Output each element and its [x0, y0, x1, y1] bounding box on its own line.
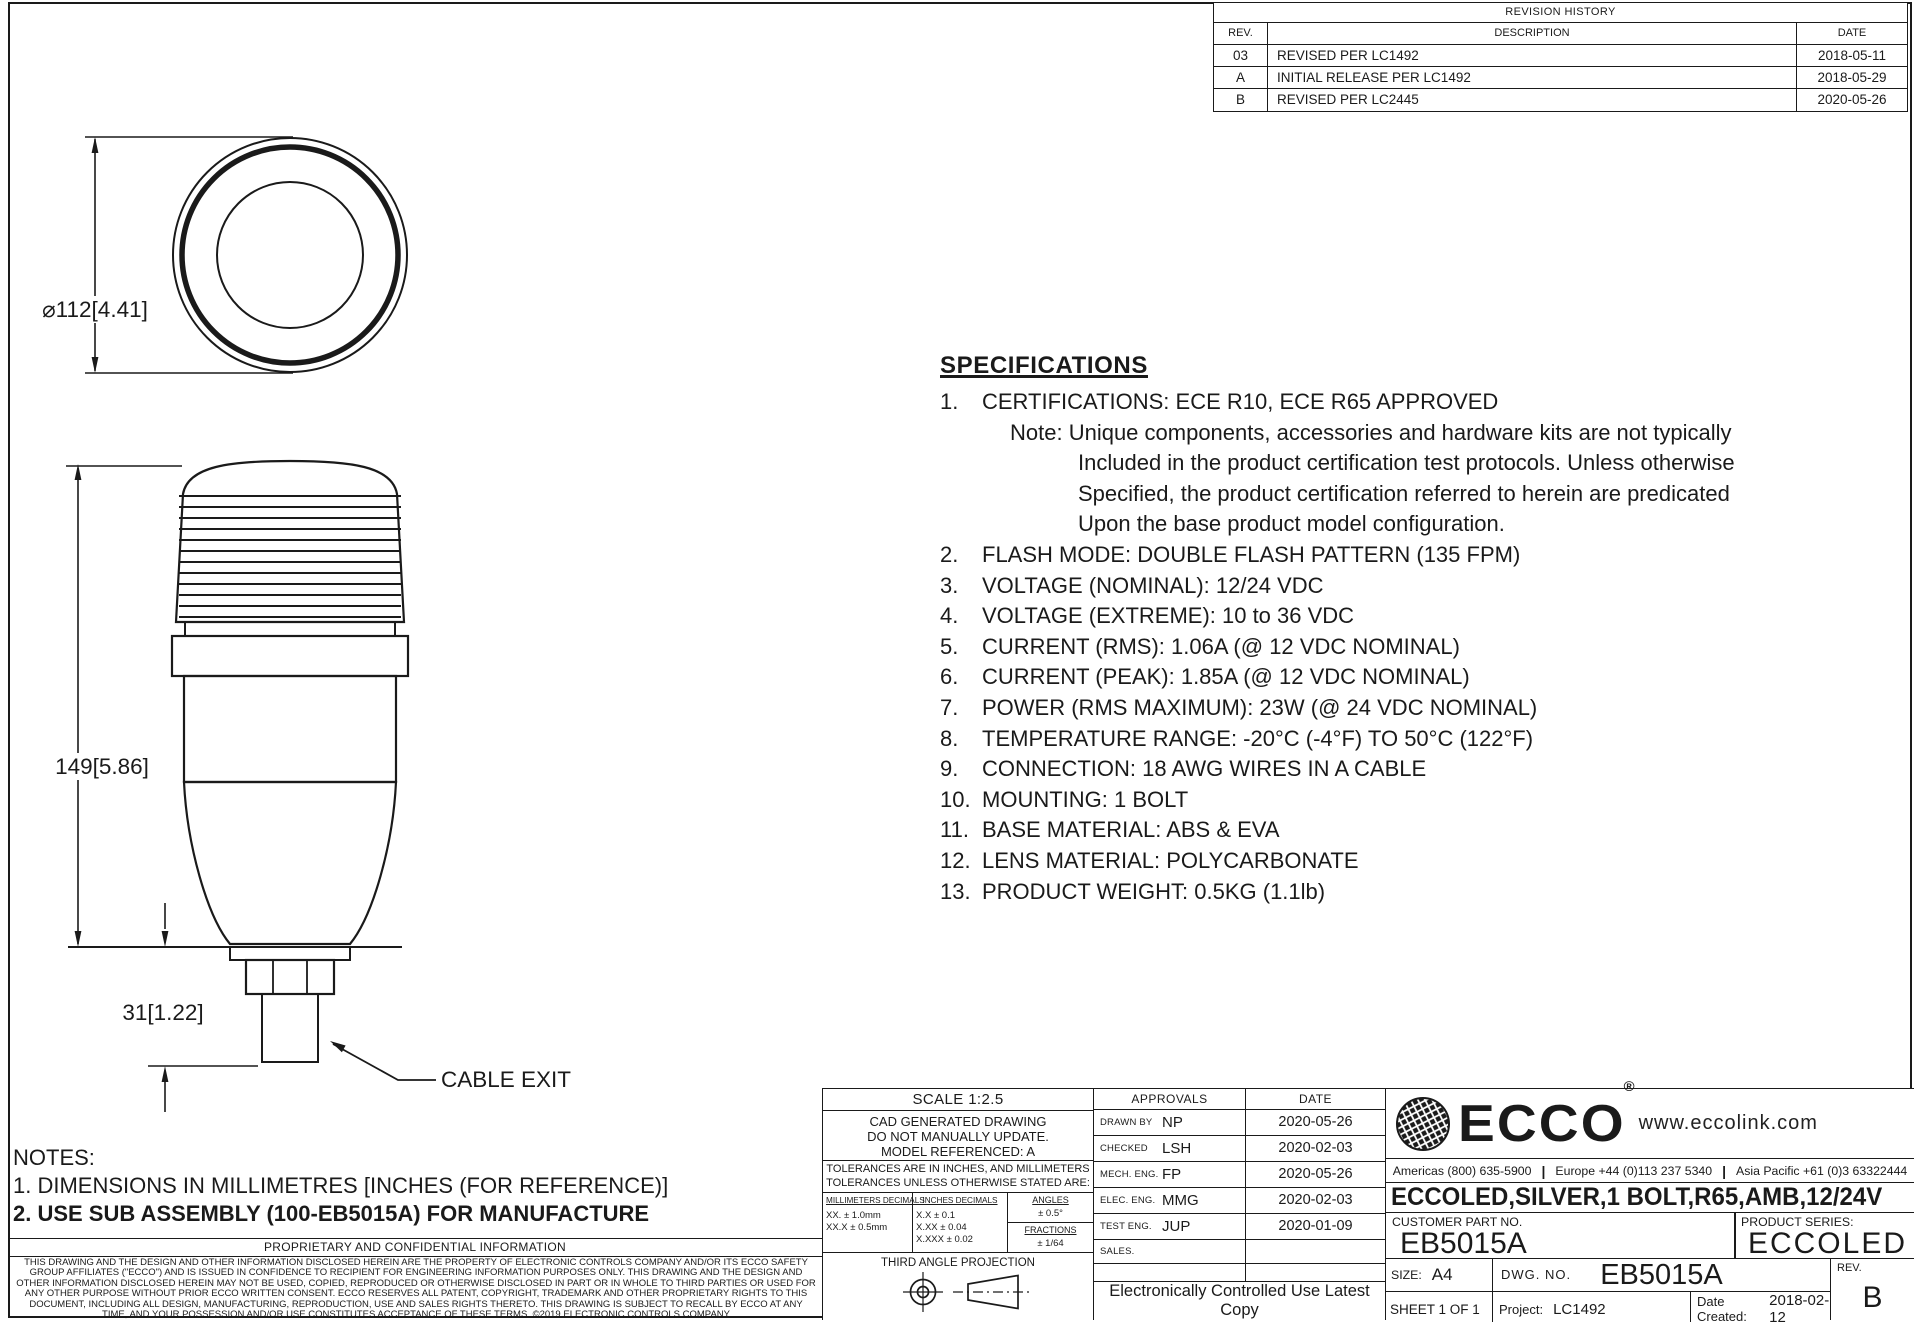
approval-role: MECH. ENG. — [1100, 1169, 1159, 1180]
spec-item — [940, 724, 1915, 755]
specifications-title: SPECIFICATIONS — [940, 352, 1148, 379]
top-view-drawing — [0, 110, 460, 410]
dimension-label-diameter: ⌀112[4.41] — [30, 296, 160, 323]
approvals-date-header: DATE — [1298, 1092, 1333, 1106]
spec-number — [940, 509, 1078, 540]
spec-item — [940, 877, 1915, 908]
cad-note — [823, 1111, 1093, 1161]
notes-title: NOTES: — [13, 1145, 95, 1170]
spec-number: 8. — [940, 725, 959, 751]
project-label: Project: — [1499, 1301, 1544, 1317]
ecco-globe-icon — [1394, 1095, 1452, 1153]
part-number-row — [1386, 1212, 1914, 1258]
spec-text: BASE MATERIAL: ABS & EVA — [982, 817, 1280, 843]
spec-text: VOLTAGE (NOMINAL): 12/24 VDC — [982, 572, 1324, 598]
spec-note — [940, 509, 1915, 540]
spec-number: 4. — [940, 603, 959, 629]
notes-section — [13, 1144, 803, 1227]
spec-number: 6. — [940, 664, 959, 690]
mm-decimals-cell — [823, 1193, 925, 1252]
approval-row — [1094, 1240, 1385, 1264]
revision-rev: B — [1214, 89, 1268, 111]
revision-description: REVISED PER LC2445 — [1268, 89, 1797, 111]
side-view-drawing — [0, 440, 820, 1130]
dwg-label: DWG. NO. — [1501, 1267, 1572, 1282]
approval-name: JUP — [1162, 1218, 1191, 1235]
approval-role: ELEC. ENG. — [1100, 1195, 1156, 1206]
dimension-label-height: 149[5.86] — [36, 753, 168, 780]
approval-date: 2020-05-26 — [1278, 1114, 1353, 1130]
spec-text: VOLTAGE (EXTREME): 10 to 36 VDC — [982, 603, 1355, 629]
scale-label: SCALE 1:2.5 — [823, 1089, 1093, 1111]
title-block-left — [823, 1089, 1094, 1320]
project-cell — [1493, 1292, 1691, 1322]
revision-row — [1214, 45, 1907, 67]
tolerance-note-line: TOLERANCES UNLESS OTHERWISE STATED ARE: — [826, 1176, 1090, 1189]
spec-text: Specified, the product certification referred to herein are predicated — [1078, 480, 1730, 506]
contact-separator: | — [1722, 1162, 1727, 1179]
specifications-section — [940, 352, 1915, 907]
spec-item — [940, 846, 1915, 877]
proprietary-title: PROPRIETARY AND CONFIDENTIAL INFORMATION — [8, 1239, 822, 1257]
mount-flange — [230, 947, 350, 960]
approval-name: FP — [1162, 1166, 1182, 1183]
spec-item — [940, 571, 1915, 602]
cad-note-line: MODEL REFERENCED: A — [880, 1144, 1036, 1159]
approval-date: 2020-05-26 — [1278, 1166, 1353, 1182]
approval-row — [1094, 1162, 1385, 1188]
sheet-label: SHEET 1 OF 1 — [1386, 1292, 1493, 1322]
spec-number: 9. — [940, 756, 959, 782]
angles-value: ± 0.5° — [1038, 1208, 1063, 1219]
third-angle-projection-icon — [873, 1269, 1043, 1315]
spec-text: FLASH MODE: DOUBLE FLASH PATTERN (135 FPM) — [982, 541, 1521, 567]
contact-row — [1386, 1158, 1914, 1182]
inch-decimals-row: X.X ± 0.1 — [916, 1210, 956, 1221]
approval-date: 2020-01-09 — [1278, 1218, 1353, 1234]
approval-empty-row — [1094, 1264, 1385, 1282]
spec-item — [940, 601, 1915, 632]
inch-decimals-header: INCHES DECIMALS — [922, 1196, 998, 1205]
rev-cell — [1830, 1259, 1914, 1320]
revision-history-header-row — [1214, 23, 1907, 45]
spec-text: CONNECTION: 18 AWG WIRES IN A CABLE — [982, 756, 1427, 782]
rev-column-header: REV. — [1214, 23, 1268, 44]
note-line: 1. DIMENSIONS IN MILLIMETRES [INCHES (FOR REFERENCE)] — [13, 1173, 669, 1198]
spec-text: MOUNTING: 1 BOLT — [982, 786, 1189, 812]
spec-number: 2. — [940, 541, 959, 567]
revision-date: 2020-05-26 — [1817, 92, 1887, 107]
fractions-cell — [1008, 1223, 1093, 1252]
drawing-id-rows — [1386, 1258, 1914, 1320]
projection-label: THIRD ANGLE PROJECTION — [881, 1257, 1035, 1269]
spec-number: 7. — [940, 694, 959, 720]
approval-row — [1094, 1136, 1385, 1162]
brand-row — [1386, 1077, 1914, 1158]
mm-decimals-row: XX.X ± 0.5mm — [826, 1222, 888, 1233]
product-series-label: PRODUCT SERIES: — [1741, 1215, 1854, 1229]
spec-text: Included in the product certification test protocols. Unless otherwise — [1078, 450, 1735, 476]
proprietary-notice — [8, 1238, 822, 1320]
spec-text: LENS MATERIAL: POLYCARBONATE — [982, 847, 1359, 873]
spec-item — [940, 693, 1915, 724]
spec-number: 13. — [940, 878, 971, 904]
spec-text: PRODUCT WEIGHT: 0.5KG (1.1lb) — [982, 878, 1326, 904]
revision-row — [1214, 67, 1907, 89]
threaded-stud — [262, 994, 318, 1062]
approval-role: CHECKED — [1100, 1143, 1148, 1154]
spec-text: Upon the base product model configuration. — [1078, 511, 1505, 537]
mm-decimals-row: XX. ± 1.0mm — [826, 1210, 881, 1221]
revision-history-title: REVISION HISTORY — [1214, 3, 1907, 23]
spec-number: 10. — [940, 786, 971, 812]
title-block — [822, 1077, 1914, 1322]
inch-decimals-cell — [913, 1193, 1008, 1252]
spec-text: TEMPERATURE RANGE: -20°C (-4°F) TO 50°C (122°F) — [982, 725, 1534, 751]
spec-note — [940, 418, 1915, 449]
spec-number — [940, 448, 1078, 479]
website-text: www.eccolink.com — [1638, 1112, 1818, 1135]
fractions-value: ± 1/64 — [1037, 1238, 1064, 1249]
contact-asia: Asia Pacific +61 (0)3 63322444 — [1736, 1163, 1908, 1178]
revision-history-table — [1213, 2, 1908, 112]
spec-number — [940, 479, 1078, 510]
spec-text: POWER (RMS MAXIMUM): 23W (@ 24 VDC NOMINAL) — [982, 694, 1538, 720]
spec-number: 3. — [940, 572, 959, 598]
title-block-right — [1386, 1077, 1914, 1322]
sheet-row — [1386, 1292, 1830, 1322]
approvals-header: APPROVALS — [1094, 1089, 1246, 1109]
approval-date: 2020-02-03 — [1278, 1140, 1353, 1156]
mm-decimals-header: MILLIMETERS DECIMALS — [826, 1196, 925, 1205]
beacon-neck — [185, 622, 395, 636]
spec-note — [940, 448, 1915, 479]
spec-note — [940, 479, 1915, 510]
size-cell — [1386, 1259, 1493, 1291]
approval-date: 2020-02-03 — [1278, 1192, 1353, 1208]
ecco-logo-text: ECCO® — [1458, 1077, 1637, 1153]
revision-rev: A — [1214, 67, 1268, 88]
angles-fractions-cell — [1008, 1193, 1093, 1252]
spec-item — [940, 754, 1915, 785]
project-value: LC1492 — [1553, 1300, 1606, 1318]
approval-date — [1246, 1240, 1385, 1263]
revision-date: 2018-05-29 — [1817, 70, 1887, 85]
beacon-base — [184, 782, 396, 944]
date-created-cell — [1691, 1292, 1830, 1322]
fractions-header: FRACTIONS — [1024, 1225, 1077, 1235]
spec-item — [940, 662, 1915, 693]
revision-rev: 03 — [1214, 45, 1268, 66]
approval-name: LSH — [1162, 1140, 1192, 1157]
contact-americas: Americas (800) 635-5900 — [1392, 1163, 1532, 1178]
spec-number: 11. — [940, 817, 969, 843]
spec-text: CURRENT (RMS): 1.06A (@ 12 VDC NOMINAL) — [982, 633, 1460, 659]
approval-row — [1094, 1188, 1385, 1214]
rev-value: B — [1862, 1281, 1883, 1314]
product-title: ECCOLED,SILVER,1 BOLT,R65,AMB,12/24V — [1386, 1182, 1914, 1212]
beacon-body — [184, 676, 396, 782]
date-column-header: DATE — [1837, 27, 1867, 39]
approval-role: SALES. — [1100, 1245, 1135, 1257]
rev-label: REV. — [1837, 1262, 1862, 1274]
customer-part-value: EB5015A — [1400, 1227, 1527, 1260]
contact-separator: | — [1541, 1162, 1546, 1179]
dwg-number-cell — [1493, 1259, 1830, 1291]
spec-item — [940, 785, 1915, 816]
approval-role: TEST ENG. — [1100, 1221, 1152, 1232]
spec-item — [940, 632, 1915, 663]
cad-note-line: DO NOT MANUALLY UPDATE. — [867, 1129, 1049, 1144]
cable-exit-label: CABLE EXIT — [441, 1067, 572, 1092]
revision-date: 2018-05-11 — [1817, 48, 1887, 63]
proprietary-body: THIS DRAWING AND THE DESIGN AND OTHER INFORMATION DISCLOSED HEREIN ARE THE PROPERTY OF ELECTRONIC CONTROLS COMPANY AND/OR ITS ECCO SAFETY GROUP AFFILIATES ("ECCO") AND IS ISSUED IN CONFIDENCE TO RECIPIENT FOR ENGINEERING INFORMATION PURPOSES ONLY. THIS DRAWING AND THE DESIGN AND OTHER INFORMATION DISCLOSED HEREIN MAY NOT BE USED, COPIED, REPRODUCED OR OTHERWISE DISCLOSED IN PART OR IN WHOLE TO THIRD PARTIES OR USED FOR ANY OTHER PURPOSE WITHOUT PRIOR ECCO WRITTEN CONSENT. ECCO RESERVES ALL PATENT, COPYRIGHT, TRADEMARK AND OTHER PROPRIETARY RIGHTS TO THIS DOCUMENT, INCLUDING ALL DESIGN, MANUFACTURING, REPRODUCTION, USE AND SALES RIGHTS THERETO. THIS DRAWING IS SUBJECT TO RECALL BY ECCO AT ANY TIME, AND YOUR POSSESSION AND/OR USE CONSTITUTES ACCEPTANCE OF THESE TERMS. ©2019 ELECTRONIC CONTROLS COMPANY — [16, 1257, 816, 1321]
note-line: 2. USE SUB ASSEMBLY (100-EB5015A) FOR MANUFACTURE — [13, 1200, 650, 1226]
spec-number: 12. — [940, 847, 971, 873]
spec-number: 1. — [940, 389, 959, 414]
spec-text: CURRENT (PEAK): 1.85A (@ 12 VDC NOMINAL) — [982, 664, 1470, 690]
approval-name: MMG — [1162, 1192, 1199, 1209]
dwg-value: EB5015A — [1600, 1258, 1723, 1291]
approval-row — [1094, 1214, 1385, 1240]
approval-role: DRAWN BY — [1100, 1117, 1153, 1128]
hex-nut — [246, 960, 334, 994]
size-value: A4 — [1431, 1265, 1453, 1284]
spec-item — [940, 540, 1915, 571]
spec-item — [940, 387, 1915, 418]
approvals-table — [1094, 1089, 1386, 1320]
spec-item — [940, 815, 1915, 846]
size-label: SIZE: — [1391, 1268, 1422, 1282]
approval-row — [1094, 1110, 1385, 1136]
beacon-knurled-ring — [172, 636, 408, 676]
tolerance-note-line: TOLERANCES ARE IN INCHES, AND MILLIMETERS — [826, 1163, 1090, 1175]
spec-text: CERTIFICATIONS: ECE R10, ECE R65 APPROVED — [982, 389, 1499, 414]
revision-description: REVISED PER LC1492 — [1268, 45, 1797, 66]
customer-part-cell — [1386, 1213, 1736, 1258]
size-dwg-row — [1386, 1259, 1830, 1292]
date-created-label: Date Created: — [1697, 1294, 1747, 1322]
controlled-copy-note: Electronically Controlled Use Latest Copy — [1109, 1282, 1370, 1319]
inch-decimals-row: X.XXX ± 0.02 — [916, 1234, 973, 1245]
cad-note-line: CAD GENERATED DRAWING — [869, 1114, 1047, 1129]
product-series-value: ECCOLED — [1747, 1227, 1908, 1260]
spec-text: Note: Unique components, accessories and hardware kits are not typically — [1010, 419, 1732, 445]
customer-part-label: CUSTOMER PART NO. — [1392, 1215, 1523, 1229]
registered-mark: ® — [1623, 1077, 1637, 1094]
description-column-header: DESCRIPTION — [1268, 23, 1797, 44]
revision-row — [1214, 89, 1907, 111]
inch-decimals-row: X.XX ± 0.04 — [916, 1222, 967, 1233]
third-angle-projection — [823, 1253, 1093, 1320]
tolerance-note — [823, 1161, 1093, 1193]
revision-description: INITIAL RELEASE PER LC1492 — [1268, 67, 1797, 88]
spec-number — [940, 418, 1010, 449]
beacon-lens — [176, 461, 404, 622]
approval-name: NP — [1162, 1114, 1183, 1131]
dimension-label-bolt-length: 31[1.22] — [112, 999, 214, 1025]
contact-europe: Europe +44 (0)113 237 5340 — [1555, 1163, 1713, 1178]
angles-cell — [1008, 1193, 1093, 1223]
date-created-value: 2018-02-12 — [1769, 1292, 1830, 1322]
product-series-cell — [1734, 1213, 1914, 1258]
spec-number: 5. — [940, 633, 959, 659]
approvals-header-row — [1094, 1089, 1385, 1110]
tolerance-grid — [823, 1193, 1093, 1253]
angles-header: ANGLES — [1032, 1195, 1069, 1205]
